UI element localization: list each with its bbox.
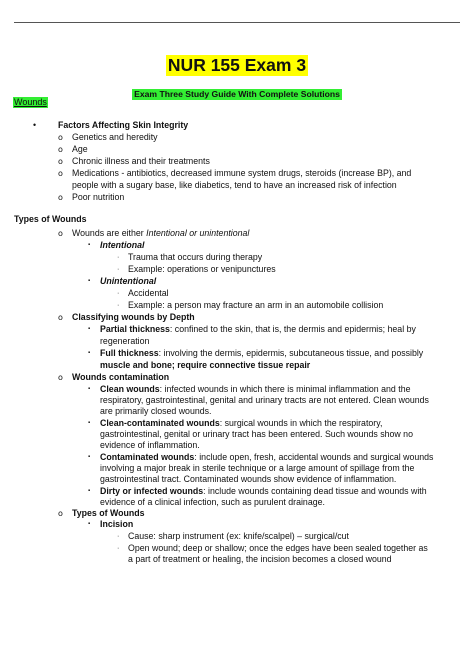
square-marker: ▪ xyxy=(88,350,91,356)
intentional-item: Example: operations or venipunctures xyxy=(128,264,276,274)
page-subtitle: Exam Three Study Guide With Complete Solutions xyxy=(134,89,340,99)
circle-marker: o xyxy=(58,157,63,166)
factor-item: Chronic illness and their treatments xyxy=(72,156,210,166)
lead-italic: Intentional or unintentional xyxy=(146,228,250,238)
contaminated-line xyxy=(100,452,433,464)
dot-marker: · xyxy=(117,302,120,309)
circle-marker: o xyxy=(58,145,63,154)
factor-item-continued: people with a sugary base, like diabetics, tend to have an increased risk of infection xyxy=(72,180,397,190)
clean-contaminated-line xyxy=(100,418,382,430)
clean-wounds-line xyxy=(100,384,410,396)
circle-marker: o xyxy=(58,509,63,518)
clean-wounds-continued: respiratory, gastrointestinal, genital and urinary tracts are not entered. Clean wounds xyxy=(100,395,429,405)
full-text: : involving the dermis, epidermis, subcutaneous tissue, and possibly xyxy=(158,348,424,358)
contaminated-continued: involving a major break in sterile technique or a large amount of spillage from the xyxy=(100,463,415,473)
unintentional-label: Unintentional xyxy=(100,276,157,286)
square-marker: ▪ xyxy=(88,386,91,392)
types2-heading: Types of Wounds xyxy=(72,508,145,518)
incision-item: Cause: sharp instrument (ex: knife/scalpel) – surgical/cut xyxy=(128,531,349,541)
square-marker: ▪ xyxy=(88,278,91,284)
contaminated-continued: gastrointestinal tract. Contaminated wounds show evidence of inflammation. xyxy=(100,474,397,484)
full-thickness-line xyxy=(100,348,423,360)
dirty-wounds-line xyxy=(100,486,427,498)
factor-item: Poor nutrition xyxy=(72,192,125,202)
cc-label: Clean-contaminated wounds xyxy=(100,418,220,428)
incision-item: Open wound; deep or shallow; once the edges have been sealed together as xyxy=(128,543,428,553)
page-title: NUR 155 Exam 3 xyxy=(167,55,307,75)
incision-item-continued: a part of treatment or healing, the incision becomes a closed wound xyxy=(128,554,392,564)
intentional-item: Trauma that occurs during therapy xyxy=(128,252,263,262)
circle-marker: o xyxy=(58,229,63,238)
unintentional-item: Example: a person may fracture an arm in an automobile collision xyxy=(128,300,384,310)
square-marker: ▪ xyxy=(88,521,91,527)
clean-wounds-continued: are primarily closed wounds. xyxy=(100,406,212,416)
subtitle-wrap xyxy=(0,84,474,102)
circle-marker: o xyxy=(58,133,63,142)
title-wrap xyxy=(0,55,474,76)
dirty-text: : include wounds containing dead tissue and wounds with xyxy=(203,486,427,496)
dot-marker: · xyxy=(117,266,120,273)
types-heading: Types of Wounds xyxy=(14,214,87,224)
circle-marker: o xyxy=(58,313,63,322)
bullet-marker: • xyxy=(33,120,37,130)
partial-label: Partial thickness xyxy=(100,324,170,334)
full-label: Full thickness xyxy=(100,348,159,358)
factors-heading: Factors Affecting Skin Integrity xyxy=(58,120,189,130)
factor-item: Genetics and heredity xyxy=(72,132,158,142)
wounds-intentional-line xyxy=(72,228,249,240)
top-rule xyxy=(14,22,460,23)
circle-marker: o xyxy=(58,373,63,382)
partial-thickness-line xyxy=(100,324,416,336)
clean-label: Clean wounds xyxy=(100,384,160,394)
square-marker: ▪ xyxy=(88,488,91,494)
clean-contaminated-continued: evidence of inflammation. xyxy=(100,440,200,450)
depth-heading: Classifying wounds by Depth xyxy=(72,312,195,322)
dot-marker: · xyxy=(117,290,120,297)
circle-marker: o xyxy=(58,169,63,178)
cc-text: : surgical wounds in which the respiratory, xyxy=(219,418,383,428)
dot-marker: · xyxy=(117,254,120,261)
square-marker: ▪ xyxy=(88,242,91,248)
square-marker: ▪ xyxy=(88,420,91,426)
partial-text: : confined to the skin, that is, the dermis and epidermis; heal by xyxy=(169,324,416,334)
dot-marker: · xyxy=(117,545,120,552)
section-heading-wounds: Wounds xyxy=(14,97,47,107)
lead-prefix: Wounds are either xyxy=(72,228,147,238)
clean-contaminated-continued: gastrointestinal, genital or urinary tract has been entered. Such wounds show no xyxy=(100,429,413,439)
square-marker: ▪ xyxy=(88,454,91,460)
cont-text: : include open, fresh, accidental wounds and surgical wounds xyxy=(194,452,434,462)
square-marker: ▪ xyxy=(88,326,91,332)
cont-label: Contaminated wounds xyxy=(100,452,195,462)
dirty-wounds-continued: evidence of a clinical infection, such as purulent drainage. xyxy=(100,497,325,507)
intentional-label: Intentional xyxy=(100,240,145,250)
circle-marker: o xyxy=(58,193,63,202)
incision-label: Incision xyxy=(100,519,134,529)
partial-thickness-continued: regeneration xyxy=(100,336,150,346)
factor-item: Medications - antibiotics, decreased immune system drugs, steroids (increase BP), and xyxy=(72,168,412,178)
unintentional-item: Accidental xyxy=(128,288,169,298)
dirty-label: Dirty or infected wounds xyxy=(100,486,204,496)
factor-item: Age xyxy=(72,144,88,154)
clean-text: : infected wounds in which there is minimal inflammation and the xyxy=(159,384,411,394)
dot-marker: · xyxy=(117,533,120,540)
full-thickness-continued: muscle and bone; require connective tissue repair xyxy=(100,360,311,370)
contamination-heading: Wounds contamination xyxy=(72,372,170,382)
